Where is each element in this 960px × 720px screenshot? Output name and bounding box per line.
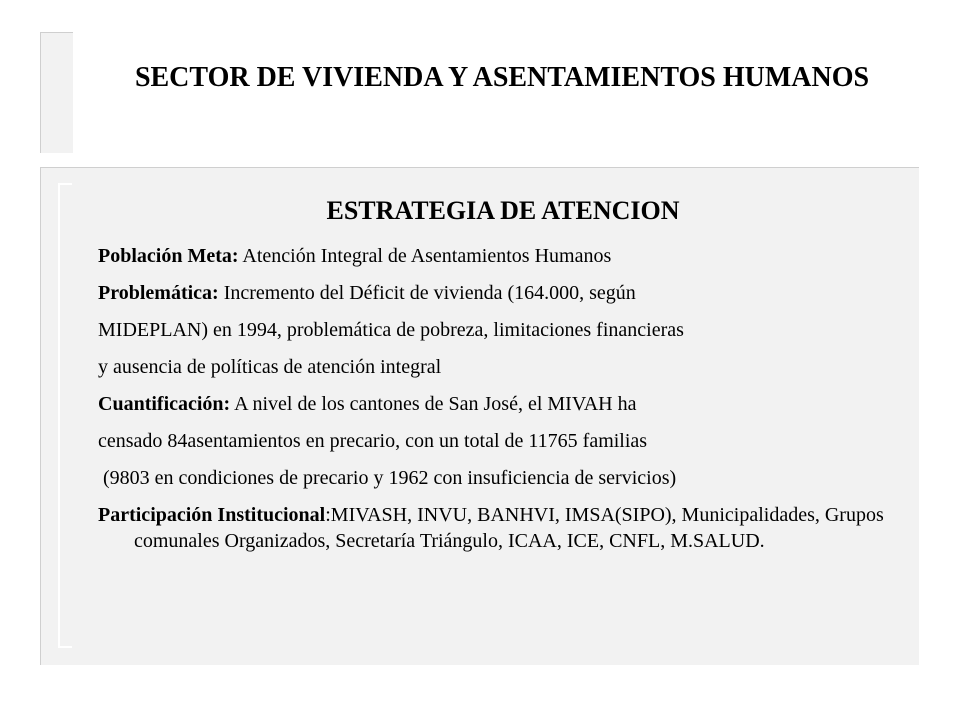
- page-title: SECTOR DE VIVIENDA Y ASENTAMIENTOS HUMANOS: [134, 62, 870, 93]
- content-body: [98, 186, 908, 554]
- participacion-paragraph: [98, 502, 934, 554]
- poblacion-text: Atención Integral de Asentamientos Humanos: [238, 245, 612, 267]
- cuantificacion-label: Cuantificación:: [98, 393, 231, 415]
- section-subtitle: ESTRATEGIA DE ATENCION: [326, 196, 680, 225]
- problematica-line-3: y ausencia de políticas de atención integral: [98, 356, 442, 378]
- cuantificacion-line-1: [98, 386, 908, 423]
- poblacion-label: Población Meta:: [98, 245, 239, 267]
- content-box-inner-bracket: [58, 183, 72, 648]
- cuantificacion-line-3: (9803 en condiciones de precario y 1962 con insuficiencia de servicios): [98, 467, 677, 489]
- participacion-text: :MIVASH, INVU, BANHVI, IMSA(SIPO), Municipalidades, Grupos comunales Organizados, Secretaría Triángulo, ICAA, ICE, CNFL, M.SALUD.: [134, 504, 884, 552]
- title-box-accent: [40, 32, 73, 153]
- cuantificacion-line-2: censado 84asentamientos en precario, con un total de 11765 familias: [98, 430, 648, 452]
- problematica-line-1: [98, 275, 908, 312]
- problematica-label: Problemática:: [98, 282, 219, 304]
- cuantificacion-text-1: A nivel de los cantones de San José, el MIVAH ha: [230, 393, 637, 415]
- poblacion-line: [98, 238, 908, 275]
- problematica-text-1: Incremento del Déficit de vivienda (164.000, según: [218, 282, 636, 304]
- problematica-line-2: MIDEPLAN) en 1994, problemática de pobreza, limitaciones financieras: [98, 319, 684, 341]
- participacion-label: Participación Institucional: [98, 504, 326, 526]
